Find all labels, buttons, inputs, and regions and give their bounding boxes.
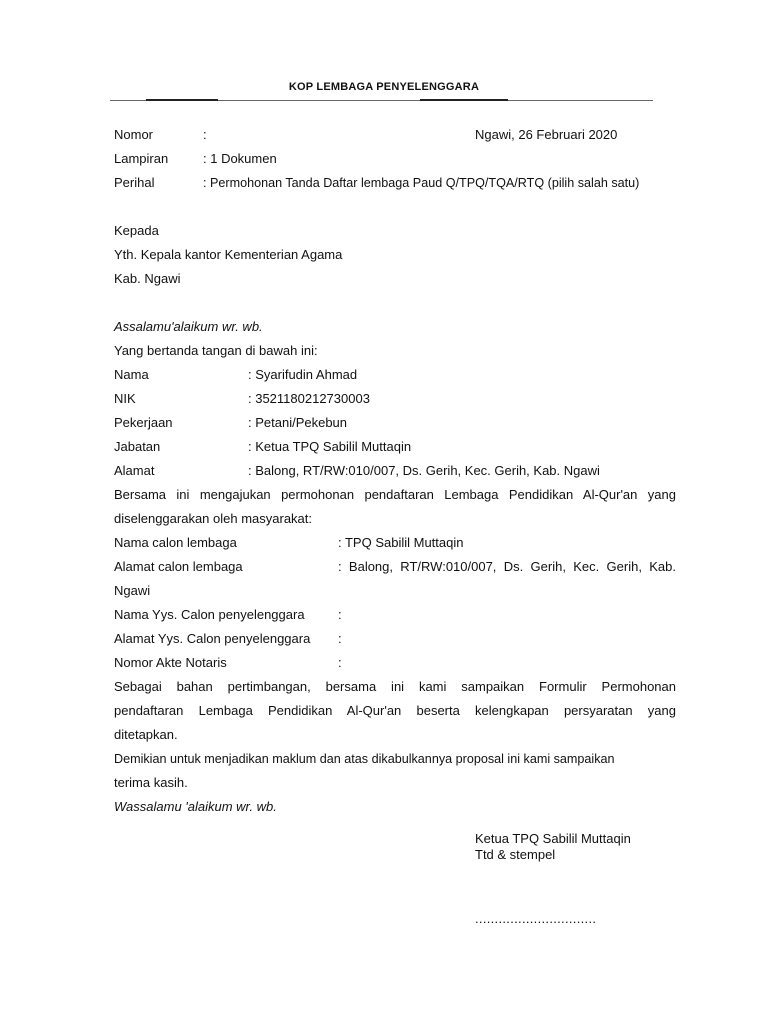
request-line-2: diselenggarakan oleh masyarakat:: [114, 511, 313, 526]
institution-label-name: Nama calon lembaga: [114, 535, 237, 550]
lampiran-value: : 1 Dokumen: [203, 151, 277, 166]
consideration-line-1: Sebagai bahan pertimbangan, bersama ini kami sampaikan Formulir Permohonan: [114, 679, 676, 694]
letterhead-rule-accent-right: [420, 99, 508, 101]
nomor-label: Nomor: [114, 127, 154, 142]
farewell: Wassalamu 'alaikum wr. wb.: [114, 799, 277, 814]
signer-label-nik: NIK: [114, 391, 136, 406]
institution-label-notary-deed: Nomor Akte Notaris: [114, 655, 227, 670]
consideration-line-2: pendaftaran Lembaga Pendidikan Al-Qur'an beserta kelengkapan persyaratan yang: [114, 703, 676, 718]
place-date: Ngawi, 26 Februari 2020: [475, 127, 618, 142]
greeting: Assalamu'alaikum wr. wb.: [114, 319, 263, 334]
institution-label-foundation-name: Nama Yys. Calon penyelenggara: [114, 607, 305, 622]
signer-value-occupation: : Petani/Pekebun: [248, 415, 348, 430]
lampiran-label: Lampiran: [114, 151, 169, 166]
signer-label-position: Jabatan: [114, 439, 161, 454]
closing-line-2: terima kasih.: [114, 775, 188, 790]
institution-value-address: : Balong, RT/RW:010/007, Ds. Gerih, Kec. Gerih, Kab.: [338, 559, 676, 574]
signer-value-address: : Balong, RT/RW:010/007, Ds. Gerih, Kec. Gerih, Kab. Ngawi: [248, 463, 600, 478]
signer-value-name: : Syarifudin Ahmad: [248, 367, 358, 382]
institution-value-foundation-address: :: [338, 631, 342, 646]
nomor-value: :: [203, 127, 207, 142]
institution-value-address-continuation: Ngawi: [114, 583, 151, 598]
recipient-line-3: Kab. Ngawi: [114, 271, 181, 286]
institution-value-foundation-name: :: [338, 607, 342, 622]
intro-text: Yang bertanda tangan di bawah ini:: [114, 343, 318, 358]
perihal-value: : Permohonan Tanda Daftar lembaga Paud Q/TPQ/TQA/RTQ (pilih salah satu): [203, 176, 640, 190]
signer-value-nik: : 3521180212730003: [248, 391, 370, 406]
institution-label-foundation-address: Alamat Yys. Calon penyelenggara: [114, 631, 311, 646]
signature-line: ...............................: [475, 911, 597, 926]
request-line-1: Bersama ini mengajukan permohonan pendaftaran Lembaga Pendidikan Al-Qur'an yang: [114, 487, 676, 502]
institution-value-name: : TPQ Sabilil Muttaqin: [338, 535, 464, 550]
institution-value-notary-deed: :: [338, 655, 342, 670]
institution-label-address: Alamat calon lembaga: [114, 559, 243, 574]
closing-line-1: Demikian untuk menjadikan maklum dan atas dikabulkannya proposal ini kami sampaikan: [114, 752, 615, 766]
consideration-line-3: ditetapkan.: [114, 727, 178, 742]
perihal-label: Perihal: [114, 175, 155, 190]
recipient-line-1: Kepada: [114, 223, 159, 238]
letterhead-rule-accent-left: [146, 99, 218, 101]
signer-label-name: Nama: [114, 367, 149, 382]
signer-label-address: Alamat: [114, 463, 155, 478]
signer-label-occupation: Pekerjaan: [114, 415, 173, 430]
recipient-line-2: Yth. Kepala kantor Kementerian Agama: [114, 247, 343, 262]
letterhead-title: KOP LEMBAGA PENYELENGGARA: [288, 81, 480, 93]
signer-value-position: : Ketua TPQ Sabilil Muttaqin: [248, 439, 412, 454]
signature-note: Ttd & stempel: [475, 847, 556, 862]
signature-title: Ketua TPQ Sabilil Muttaqin: [475, 831, 631, 846]
